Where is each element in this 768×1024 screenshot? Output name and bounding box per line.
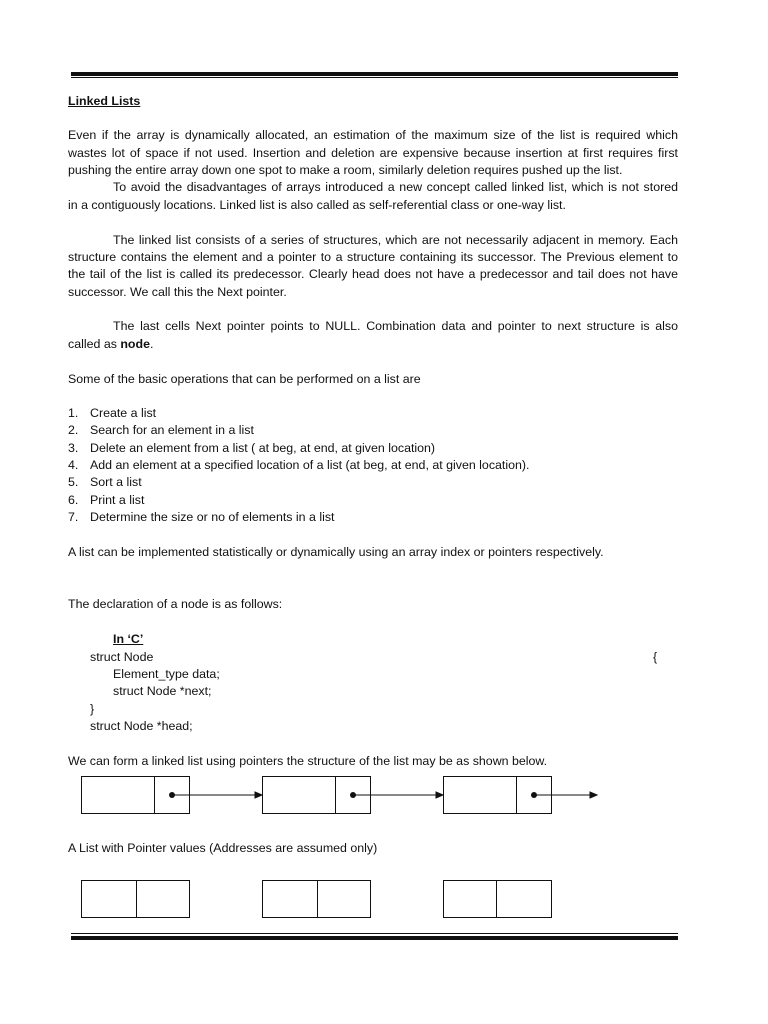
para1-line4: To avoid the disadvantages of arrays introduced a new concept called linked list, which is not stored bbox=[113, 180, 678, 194]
bottom-rule-thin bbox=[71, 933, 678, 934]
code-line: struct Node *head; bbox=[90, 719, 193, 733]
arrowhead-3 bbox=[590, 792, 597, 798]
para2-line3: the tail of the list is called its predecessor. Clearly head does not have a predecessor and tail does not have bbox=[68, 267, 678, 281]
diagram-caption: We can form a linked list using pointers the structure of the list may be as shown below. bbox=[68, 754, 548, 768]
para3-prefix: called as bbox=[68, 337, 121, 351]
para1-line1: Even if the array is dynamically allocated, an estimation of the maximum size of the list is required which bbox=[68, 128, 678, 142]
implementation-text: A list can be implemented statistically or dynamically using an array index or pointers respectively. bbox=[68, 545, 604, 559]
list-text: Search for an element in a list bbox=[90, 423, 254, 437]
code-line: Element_type data; bbox=[113, 667, 220, 681]
list-number: 3. bbox=[68, 441, 79, 455]
para1-line2: wastes lot of space if not used. Insertion and deletion are expensive because insertion at first requires first bbox=[68, 146, 678, 160]
para2-line1: The linked list consists of a series of structures, which are not necessarily adjacent in memory. Each bbox=[113, 233, 678, 247]
node-divider bbox=[496, 881, 497, 917]
pointer-caption: A List with Pointer values (Addresses are assumed only) bbox=[68, 841, 378, 855]
list-text: Create a list bbox=[90, 406, 157, 420]
code-brace-open: { bbox=[653, 650, 658, 664]
declaration-intro: The declaration of a node is as follows: bbox=[68, 597, 283, 611]
node-divider bbox=[136, 881, 137, 917]
section-heading: Linked Lists bbox=[68, 94, 141, 108]
list-number: 6. bbox=[68, 493, 79, 507]
para1-line3: pushing the entire array down one spot to make a room, similarly deletion requires pushed up the list. bbox=[68, 163, 623, 177]
list-text: Add an element at a specified location of a list (at beg, at end, at given location). bbox=[90, 458, 530, 472]
list-number: 7. bbox=[68, 510, 79, 524]
list-text: Print a list bbox=[90, 493, 145, 507]
para2-line2: structure contains the element and a pointer to a structure containing its successor. The Previous element to bbox=[68, 250, 678, 264]
operations-intro: Some of the basic operations that can be performed on a list are bbox=[68, 372, 421, 386]
para1-line5: in a contiguously locations. Linked list is also called as self-referential class or one-way list. bbox=[68, 198, 566, 212]
address-node-3 bbox=[443, 880, 552, 918]
address-node-1 bbox=[81, 880, 190, 918]
code-language-label: In ‘C’ bbox=[113, 632, 144, 646]
code-line: struct Node *next; bbox=[113, 684, 212, 698]
list-text: Delete an element from a list ( at beg, at end, at given location) bbox=[90, 441, 436, 455]
list-number: 2. bbox=[68, 423, 79, 437]
node-term: node bbox=[120, 337, 150, 351]
code-brace-close: } bbox=[90, 702, 95, 716]
bottom-rule bbox=[71, 936, 678, 940]
para3-suffix: . bbox=[149, 337, 154, 351]
para3-line1: The last cells Next pointer points to NULL. Combination data and pointer to next structure is also bbox=[113, 319, 678, 333]
list-number: 1. bbox=[68, 406, 79, 420]
node-divider bbox=[317, 881, 318, 917]
arrowhead-1 bbox=[255, 792, 262, 798]
list-text: Sort a list bbox=[90, 475, 142, 489]
para2-line4: successor. We call this the Next pointer. bbox=[68, 285, 287, 299]
address-node-2 bbox=[262, 880, 371, 918]
arrowhead-2 bbox=[436, 792, 443, 798]
list-number: 4. bbox=[68, 458, 79, 472]
code-line: struct Node bbox=[90, 650, 154, 664]
list-number: 5. bbox=[68, 475, 79, 489]
list-text: Determine the size or no of elements in a list bbox=[90, 510, 335, 524]
